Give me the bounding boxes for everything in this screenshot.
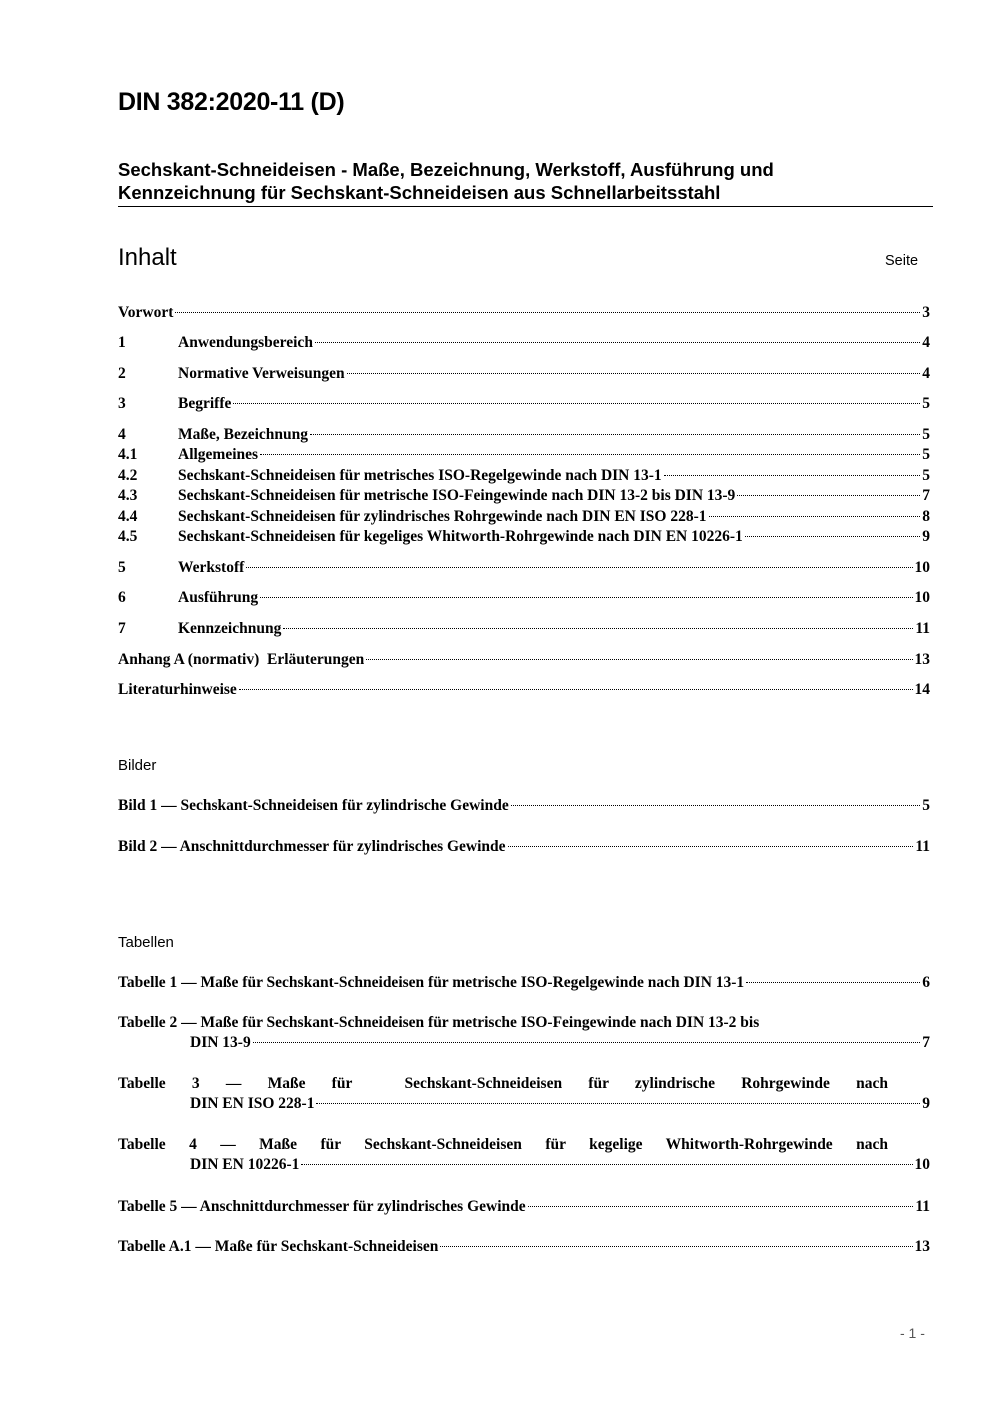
- figure-entry-page: 5: [922, 797, 930, 814]
- toc-entry-title: Literaturhinweise: [118, 681, 237, 698]
- table-entry-title: Tabelle 5 — Anschnittdurchmesser für zylindrisches Gewinde: [118, 1198, 526, 1215]
- toc-leader: [233, 403, 920, 404]
- table-entry-page: 7: [922, 1034, 930, 1051]
- table-entry-title-cont: DIN EN 10226-1: [190, 1156, 300, 1173]
- table-entry[interactable]: [118, 1197, 930, 1216]
- toc-leader: [283, 628, 913, 629]
- toc-entry-number: 4.3: [118, 487, 138, 504]
- toc-entry-number: 4.5: [118, 528, 138, 545]
- toc-leader: [511, 805, 921, 806]
- toc-leader: [709, 516, 921, 517]
- toc-entry-page: 10: [914, 559, 930, 576]
- toc-entry-number: 2: [118, 365, 126, 382]
- toc-entry-title: Begriffe: [178, 395, 232, 412]
- toc-entry[interactable]: [118, 527, 930, 546]
- toc-leader: [246, 567, 912, 568]
- toc-leader: [175, 312, 920, 313]
- toc-entry[interactable]: [118, 507, 930, 526]
- document-id: DIN 382:2020-11 (D): [118, 88, 345, 116]
- toc-entry-title: Sechskant-Schneideisen für zylindrisches Rohrgewinde nach DIN EN ISO 228-1: [178, 508, 707, 525]
- table-entry-title: Tabelle 1 — Maße für Sechskant-Schneideisen für metrische ISO-Regelgewinde nach DIN 13-1: [118, 974, 745, 991]
- figures-heading: Bilder: [118, 757, 157, 774]
- toc-entry[interactable]: [118, 680, 930, 699]
- table-entry[interactable]: [118, 1135, 930, 1175]
- toc-entry-page: 4: [922, 365, 930, 382]
- title-line-1: Sechskant-Schneideisen - Maße, Bezeichnung, Werkstoff, Ausführung und: [118, 159, 774, 180]
- table-entry-title: Tabelle 3 — Maße für Sechskant-Schneideisen für zylindrische Rohrgewinde nach: [118, 1075, 888, 1092]
- table-entry-continuation: [118, 1033, 930, 1053]
- figure-entry-title: Bild 2 — Anschnittdurchmesser für zylindrisches Gewinde: [118, 838, 506, 855]
- table-entry[interactable]: [118, 1237, 930, 1256]
- toc-leader: [315, 342, 920, 343]
- toc-leader: [366, 659, 912, 660]
- toc-entry-page: 8: [922, 508, 930, 525]
- table-entry[interactable]: [118, 1013, 930, 1053]
- toc-entry[interactable]: [118, 364, 930, 383]
- toc-leader: [737, 495, 920, 496]
- toc-entry-page: 7: [922, 487, 930, 504]
- title-line-2: Kennzeichnung für Sechskant-Schneideisen aus Schnellarbeitsstahl: [118, 182, 721, 203]
- page-number: - 1 -: [900, 1325, 925, 1341]
- toc-entry-page: 5: [922, 426, 930, 443]
- toc-entry-number: 3: [118, 395, 126, 412]
- toc-entry-title: Sechskant-Schneideisen für kegeliges Whitworth-Rohrgewinde nach DIN EN 10226-1: [178, 528, 743, 545]
- toc-entry-title: Werkstoff: [178, 559, 245, 576]
- figure-entry[interactable]: [118, 837, 930, 856]
- toc-leader: [664, 475, 921, 476]
- table-entry-continuation: [118, 1094, 930, 1114]
- toc-entry-page: 3: [922, 304, 930, 321]
- toc-entry-page: 5: [922, 446, 930, 463]
- toc-entry-number: 5: [118, 559, 126, 576]
- table-entry-page: 9: [922, 1095, 930, 1112]
- toc-entry-number: 7: [118, 620, 126, 637]
- table-entry-title: Tabelle A.1 — Maße für Sechskant-Schneideisen: [118, 1238, 439, 1255]
- toc-entry-page: 14: [914, 681, 930, 698]
- toc-entry-title: Anwendungsbereich: [178, 334, 313, 351]
- toc-entry[interactable]: [118, 445, 930, 464]
- table-entry-page: 11: [915, 1198, 930, 1215]
- toc-entry[interactable]: [118, 394, 930, 413]
- contents-heading: Inhalt: [118, 244, 177, 271]
- toc-leader: [508, 846, 914, 847]
- toc-leader: [746, 982, 920, 983]
- toc-entry-number: 4.4: [118, 508, 138, 525]
- tables-heading: Tabellen: [118, 934, 174, 951]
- toc-entry-number: 4: [118, 426, 126, 443]
- toc-entry-title: Allgemeines: [178, 446, 259, 463]
- toc-entry-page: 11: [915, 620, 930, 637]
- toc-leader: [528, 1206, 914, 1207]
- table-entry[interactable]: [118, 973, 930, 992]
- page-column-label: Seite: [885, 253, 919, 269]
- toc-entry[interactable]: [118, 619, 930, 638]
- toc-entry-title: Vorwort: [118, 304, 174, 321]
- table-entry-page: 10: [914, 1156, 930, 1173]
- toc-entry[interactable]: [118, 333, 930, 352]
- toc-entry-page: 5: [922, 467, 930, 484]
- document-title: [118, 158, 933, 207]
- figure-entry-page: 11: [915, 838, 930, 855]
- toc-entry-number: 1: [118, 334, 126, 351]
- toc-entry-page: 10: [914, 589, 930, 606]
- toc-entry-page: 4: [922, 334, 930, 351]
- toc-entry-title: Sechskant-Schneideisen für metrisches ISO-Regelgewinde nach DIN 13-1: [178, 467, 662, 484]
- table-entry[interactable]: [118, 1074, 930, 1114]
- toc-entry-page: 9: [922, 528, 930, 545]
- table-entry-title-cont: DIN 13-9: [190, 1034, 251, 1051]
- toc-entry-title: Maße, Bezeichnung: [178, 426, 309, 443]
- table-entry-page: 13: [914, 1238, 930, 1255]
- toc-leader: [310, 434, 920, 435]
- toc-leader: [745, 536, 920, 537]
- figure-entry[interactable]: [118, 796, 930, 815]
- toc-leader: [301, 1164, 912, 1165]
- toc-entry-title: Ausführung: [178, 589, 259, 606]
- toc-leader: [239, 689, 913, 690]
- toc-entry[interactable]: [118, 558, 930, 577]
- toc-leader: [440, 1246, 912, 1247]
- table-entry-continuation: [118, 1155, 930, 1175]
- toc-entry[interactable]: [118, 303, 930, 322]
- table-entry-title: Tabelle 2 — Maße für Sechskant-Schneideisen für metrische ISO-Feingewinde nach DIN 13-2 bis: [118, 1014, 760, 1031]
- toc-leader: [260, 597, 912, 598]
- toc-entry-page: 13: [914, 651, 930, 668]
- toc-entry-title: Normative Verweisungen: [178, 365, 345, 382]
- toc-entry-page: 5: [922, 395, 930, 412]
- toc-leader: [316, 1103, 920, 1104]
- toc-entry-number: 4.2: [118, 467, 138, 484]
- toc-entry-title: Kennzeichnung: [178, 620, 282, 637]
- toc-entry-title: Anhang A (normativ) Erläuterungen: [118, 651, 365, 668]
- table-entry-title: Tabelle 4 — Maße für Sechskant-Schneideisen für kegelige Whitworth-Rohrgewinde nach: [118, 1136, 888, 1153]
- toc-leader: [260, 454, 920, 455]
- toc-entry[interactable]: [118, 425, 930, 444]
- toc-leader: [347, 373, 921, 374]
- toc-entry-title: Sechskant-Schneideisen für metrische ISO-Feingewinde nach DIN 13-2 bis DIN 13-9: [178, 487, 736, 504]
- toc-entry[interactable]: [118, 466, 930, 485]
- toc-entry-number: 6: [118, 589, 126, 606]
- table-entry-page: 6: [922, 974, 930, 991]
- toc-entry[interactable]: [118, 588, 930, 607]
- table-entry-title-cont: DIN EN ISO 228-1: [190, 1095, 315, 1112]
- toc-leader: [253, 1042, 921, 1043]
- toc-entry[interactable]: [118, 486, 930, 505]
- toc-entry[interactable]: [118, 650, 930, 669]
- figure-entry-title: Bild 1 — Sechskant-Schneideisen für zylindrische Gewinde: [118, 797, 509, 814]
- toc-entry-number: 4.1: [118, 446, 138, 463]
